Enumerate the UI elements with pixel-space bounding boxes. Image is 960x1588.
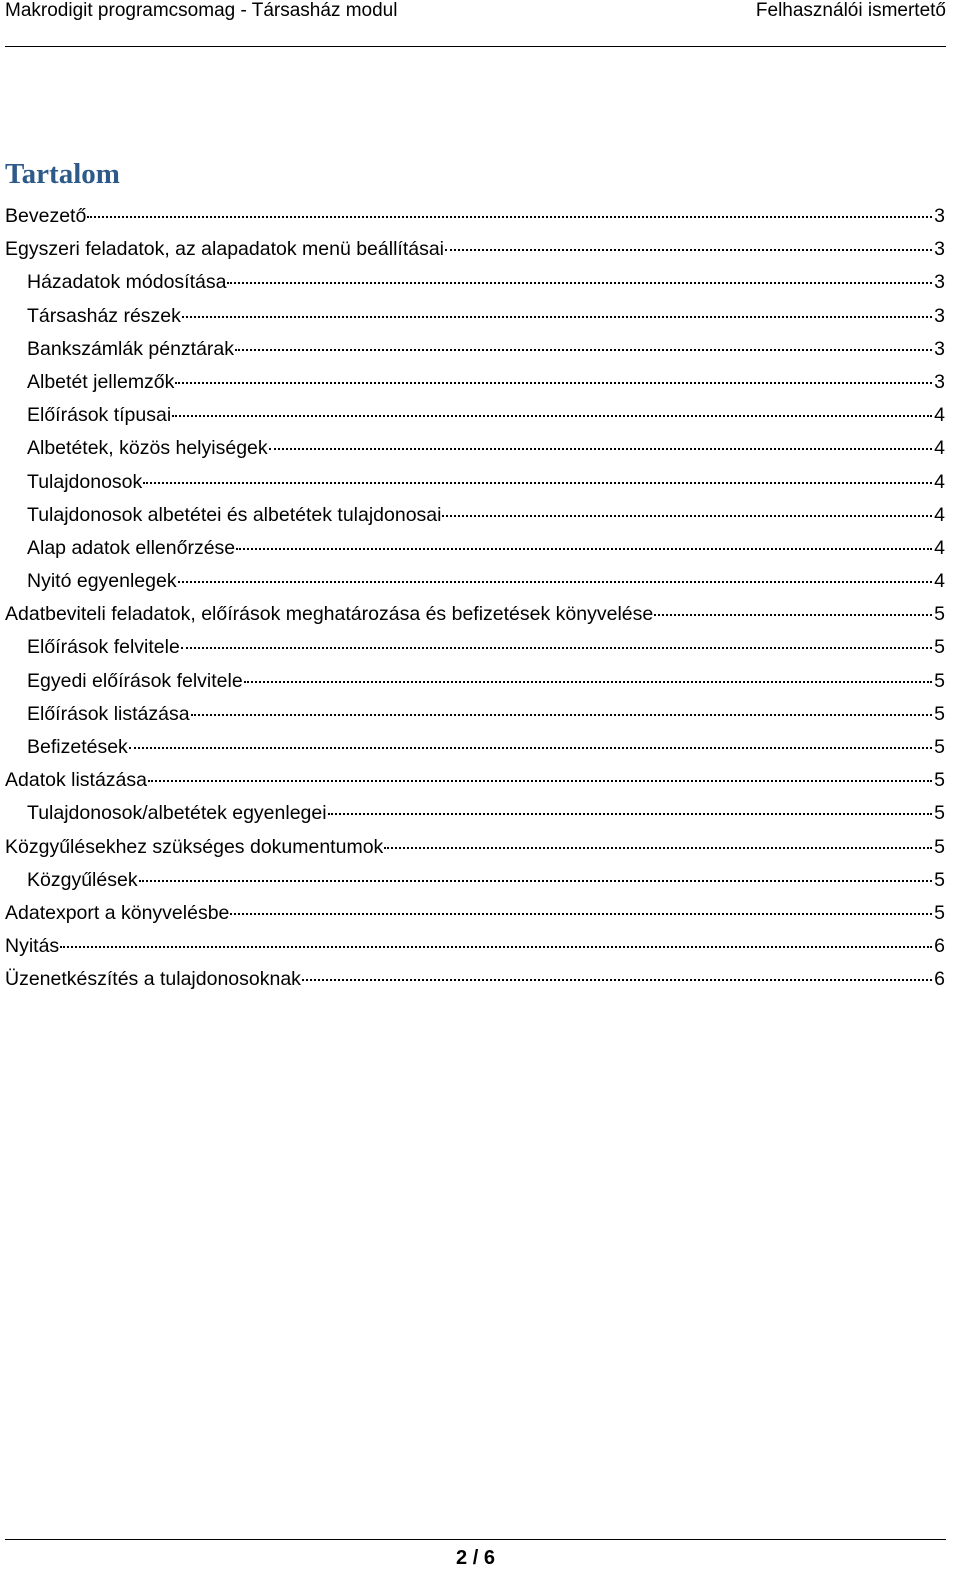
toc-entry[interactable] [5, 865, 945, 898]
toc-entry-page: 5 [934, 669, 945, 692]
toc-entry-label: Tulajdonosok albetétei és albetétek tulajdonosai [27, 503, 442, 526]
page-header [5, 0, 946, 47]
page-footer [5, 1539, 946, 1570]
toc-entry[interactable] [5, 433, 945, 466]
toc-entry[interactable] [5, 765, 945, 798]
toc-dot-leader [230, 913, 932, 915]
toc-entry[interactable] [5, 699, 945, 732]
header-document-title: Makrodigit programcsomag - Társasház modul [5, 0, 398, 21]
toc-entry-label: Nyitó egyenlegek [27, 570, 177, 593]
toc-entry-label: Bevezető [5, 205, 87, 227]
toc-entry-label: Nyitás [5, 935, 60, 958]
toc-entry-label: Házadatok módosítása [27, 271, 227, 294]
toc-entry-page: 4 [934, 437, 945, 460]
toc-entry[interactable] [5, 666, 945, 699]
toc-entry[interactable] [5, 632, 945, 665]
toc-entry[interactable] [5, 898, 945, 931]
toc-entry-label: Albetét jellemzők [27, 370, 175, 393]
toc-entry-label: Egyszeri feladatok, az alapadatok menü beállításai [5, 238, 445, 261]
toc-entry[interactable] [5, 732, 945, 765]
toc-dot-leader [654, 614, 932, 616]
toc-dot-leader [143, 482, 932, 484]
toc-dot-leader [236, 548, 932, 550]
toc-entry[interactable] [5, 798, 945, 831]
toc-entry-page: 5 [934, 901, 945, 924]
toc-dot-leader [178, 581, 933, 583]
toc-entry-page: 5 [934, 736, 945, 758]
toc-entry[interactable] [5, 467, 945, 500]
toc-dot-leader [87, 216, 932, 218]
toc-entry-label: Közgyűlések [27, 868, 138, 891]
toc-entry-label: Adatexport a könyvelésbe [5, 901, 230, 924]
toc-entry-page: 5 [934, 835, 945, 858]
toc-dot-leader [302, 979, 932, 981]
toc-entry-label: Adatbeviteli feladatok, előírások meghatározása és befizetések könyvelése [5, 603, 654, 626]
toc-dot-leader [384, 847, 932, 849]
toc-entry-page: 5 [934, 636, 945, 659]
toc-entry-page: 4 [934, 404, 945, 427]
toc-entry[interactable] [5, 533, 945, 566]
toc-entry-page: 3 [934, 271, 945, 294]
toc-dot-leader [227, 282, 932, 284]
toc-dot-leader [445, 249, 932, 251]
toc-entry-page: 6 [934, 935, 945, 958]
toc-entry-label: Tulajdonosok/albetétek egyenlegei [27, 802, 327, 825]
toc-entry-page: 5 [934, 702, 945, 725]
toc-dot-leader [175, 382, 932, 384]
toc-entry[interactable] [5, 599, 945, 632]
toc-entry-page: 4 [934, 503, 945, 526]
toc-entry-page: 3 [934, 337, 945, 360]
table-of-contents [5, 201, 945, 998]
toc-entry[interactable] [5, 500, 945, 533]
toc-entry[interactable] [5, 964, 945, 997]
toc-entry-page: 3 [934, 238, 945, 261]
toc-entry[interactable] [5, 832, 945, 865]
toc-entry-label: Társasház részek [27, 304, 181, 327]
toc-entry-label: Előírások listázása [27, 702, 190, 725]
header-document-type: Felhasználói ismertető [755, 0, 946, 21]
toc-entry-label: Közgyűlésekhez szükséges dokumentumok [5, 835, 384, 858]
toc-dot-leader [244, 681, 932, 683]
toc-entry-page: 4 [934, 570, 945, 593]
toc-entry-label: Tulajdonosok [27, 470, 143, 493]
toc-entry-label: Előírások felvitele [27, 636, 180, 659]
toc-entry[interactable] [5, 400, 945, 433]
toc-entry-label: Alap adatok ellenőrzése [27, 536, 236, 559]
toc-entry-label: Befizetések [27, 736, 128, 758]
toc-entry-label: Előírások típusai [27, 404, 172, 427]
toc-dot-leader [139, 880, 933, 882]
toc-entry[interactable] [5, 234, 945, 267]
toc-entry-label: Bankszámlák pénztárak [27, 337, 235, 360]
toc-entry[interactable] [5, 267, 945, 300]
toc-dot-leader [60, 946, 932, 948]
toc-entry-page: 6 [934, 968, 945, 991]
toc-entry-page: 5 [934, 802, 945, 825]
toc-dot-leader [328, 813, 933, 815]
toc-entry-page: 3 [934, 205, 945, 227]
page-number: 2 / 6 [456, 1547, 495, 1569]
toc-entry[interactable] [5, 566, 945, 599]
toc-entry-page: 5 [934, 868, 945, 891]
toc-entry-page: 4 [934, 470, 945, 493]
toc-entry-page: 5 [934, 603, 945, 626]
toc-entry-label: Egyedi előírások felvitele [27, 669, 243, 692]
toc-entry[interactable] [5, 931, 945, 964]
toc-entry-page: 3 [934, 370, 945, 393]
toc-entry[interactable] [5, 367, 945, 400]
toc-entry-page: 3 [934, 304, 945, 327]
toc-entry[interactable] [5, 201, 945, 234]
toc-entry-label: Albetétek, közös helyiségek [27, 437, 268, 460]
toc-entry[interactable] [5, 301, 945, 334]
toc-dot-leader [442, 515, 932, 517]
toc-title: Tartalom [5, 158, 120, 190]
toc-dot-leader [172, 415, 932, 417]
toc-dot-leader [148, 780, 932, 782]
toc-dot-leader [191, 714, 933, 716]
toc-entry[interactable] [5, 334, 945, 367]
toc-entry-label: Adatok listázása [5, 769, 147, 792]
toc-dot-leader [129, 747, 932, 749]
toc-entry-page: 5 [934, 769, 945, 792]
toc-entry-page: 4 [934, 536, 945, 559]
toc-dot-leader [235, 349, 932, 351]
toc-entry-label: Üzenetkészítés a tulajdonosoknak [5, 968, 301, 991]
toc-dot-leader [182, 316, 932, 318]
toc-dot-leader [181, 647, 932, 649]
toc-dot-leader [269, 448, 933, 450]
